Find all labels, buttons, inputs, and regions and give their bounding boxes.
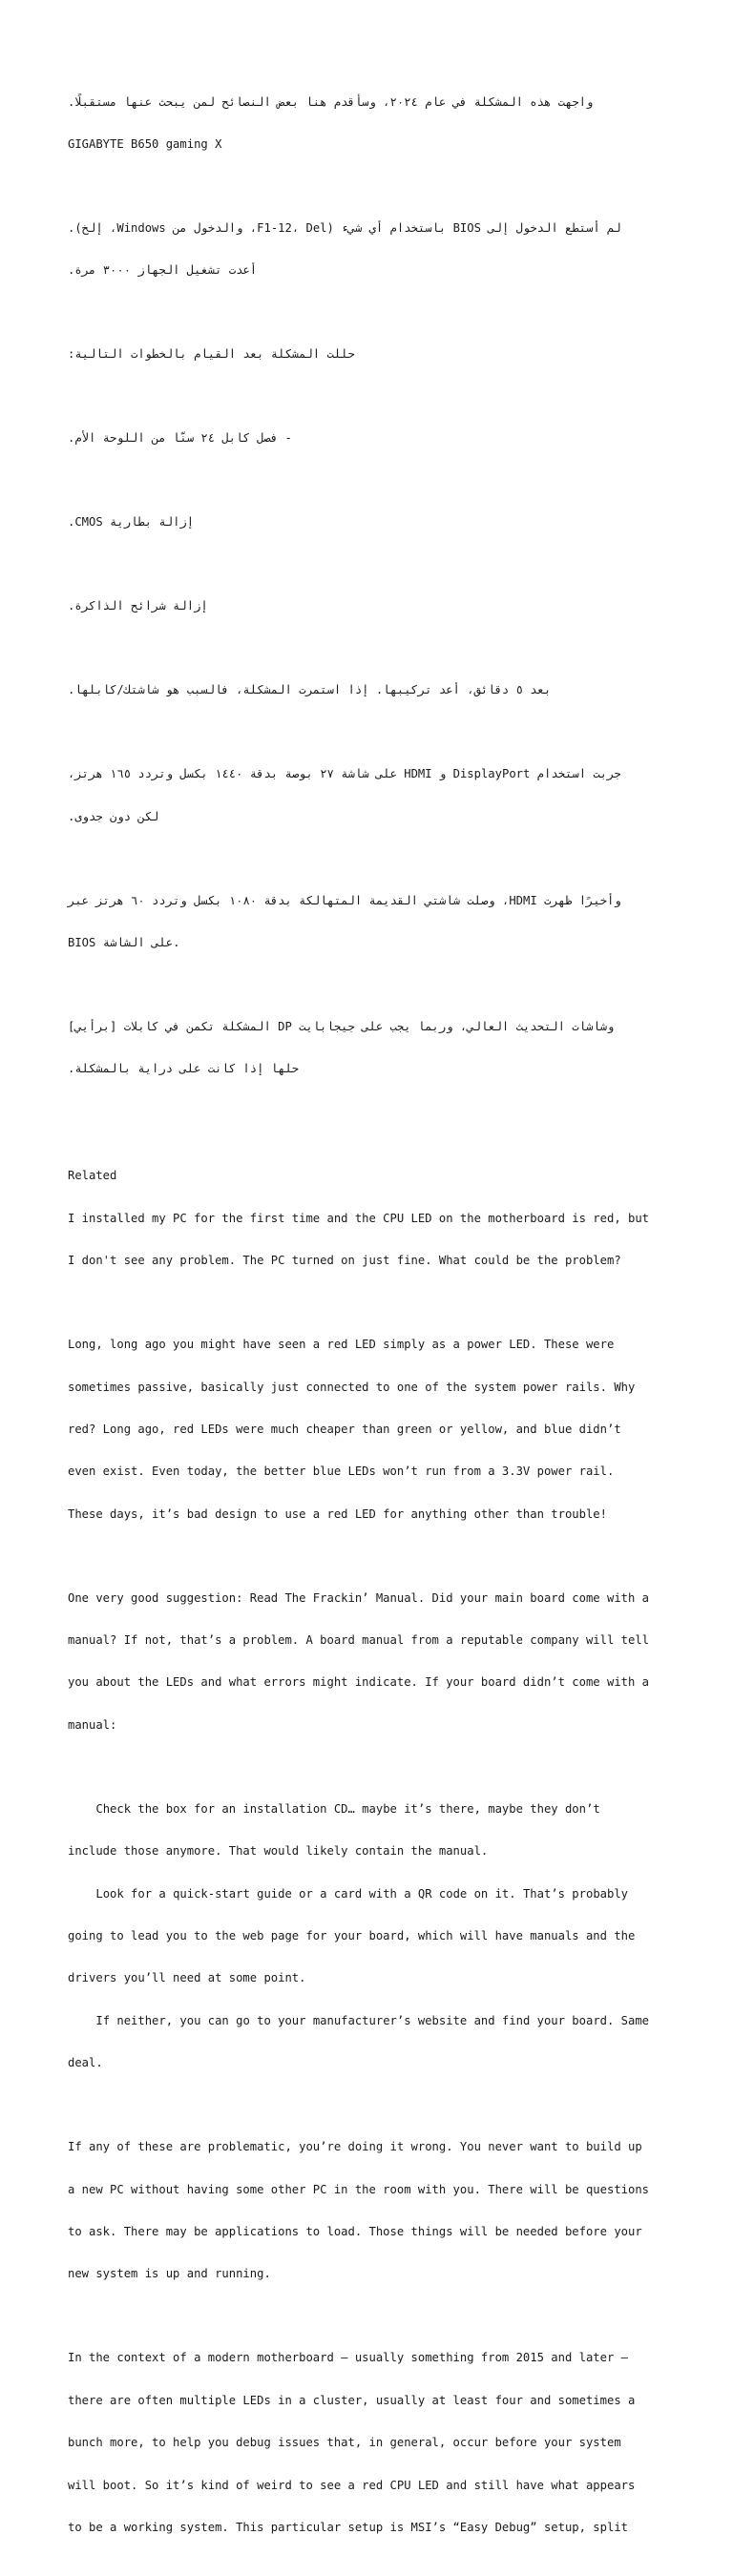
arabic-intro-paragraph (68, 67, 679, 179)
related-label: Related (68, 1169, 117, 1183)
text-line: وأخيرًا ظهرت HDMI، وصلت شاشتي القديمة المتهالكة بدقة ١٠٨٠ بكسل وتردد ٦٠ هرتز عبر (68, 893, 621, 907)
text-line: واجهت هذه المشكلة في عام ٢٠٢٤، وسأقدم هنا بعض النصائح لمن يبحث عنها مستقبلًا. (68, 94, 594, 109)
arabic-step-cmos (68, 488, 679, 558)
text-line: you about the LEDs and what errors might indicate. If your board didn’t come with a (68, 1675, 650, 1690)
list-item: drivers you’ll need at some point. (68, 1971, 306, 1985)
text-line: red? Long ago, red LEDs were much cheaper than green or yellow, and blue didn’t (68, 1422, 621, 1436)
text-line: I installed my PC for the first time and the CPU LED on the motherboard is red, but (68, 1211, 650, 1225)
answer-paragraph-modern-board (68, 2323, 679, 2564)
answer-paragraph-manual (68, 1563, 679, 1760)
related-question (68, 1141, 679, 1297)
text-line: manual? If not, that’s a problem. A board manual from a reputable company will tell (68, 1633, 650, 1648)
text-line: بعد ٥ دقائق، أعد تركيبها. إذا استمرت المشكلة، فالسبب هو شاشتك/كابلها. (68, 683, 552, 697)
arabic-bios-paragraph (68, 193, 679, 305)
text-line: حللت المشكلة بعد القيام بالخطوات التالية: (68, 347, 355, 362)
text-line: These days, it’s bad design to use a red LED for anything other than trouble! (68, 1506, 607, 1521)
arabic-finally-paragraph (68, 865, 679, 978)
arabic-steps-intro (68, 320, 679, 390)
arabic-step-cable (68, 404, 679, 474)
answer-paragraph-problematic (68, 2112, 679, 2310)
text-line: One very good suggestion: Read The Frackin’ Manual. Did your main board come with a (68, 1590, 650, 1605)
text-line: If any of these are problematic, you’re doing it wrong. You never want to build up (68, 2140, 642, 2154)
list-item: going to lead you to the web page for your board, which will have manuals and the (68, 1929, 636, 1943)
text-line: إزالة شرائح الذاكرة. (68, 599, 208, 613)
arabic-step-wait (68, 655, 679, 726)
answer-list (68, 1774, 679, 2098)
list-item: include those anymore. That would likely contain the manual. (68, 1844, 489, 1859)
text-line: BIOS على الشاشة. (68, 936, 180, 950)
text-line: لكن دون جدوى. (68, 809, 159, 823)
answer-paragraph-led-history (68, 1310, 679, 1550)
list-item: Check the box for an installation CD… maybe it’s there, maybe they don’t (68, 1801, 600, 1816)
arabic-step-memory (68, 571, 679, 642)
list-item: Look for a quick-start guide or a card with a QR code on it. That’s probably (68, 1886, 629, 1901)
list-item: deal. (68, 2056, 103, 2070)
text-line: new system is up and running. (68, 2267, 271, 2281)
arabic-conclusion-paragraph (68, 991, 679, 1104)
document-page (68, 67, 679, 2576)
text-line: لم أستطع الدخول إلى BIOS باستخدام أي شيء (F1-12، Del، والدخول من Windows، إلخ). (68, 220, 621, 235)
text-line: GIGABYTE B650 gaming X (68, 136, 222, 151)
text-line: to ask. There may be applications to load. Those things will be needed before your (68, 2224, 642, 2238)
text-line: manual: (68, 1717, 117, 1732)
list-item: If neither, you can go to your manufacturer’s website and find your board. Same (68, 2013, 650, 2027)
text-line: أعدت تشغيل الجهاز ٣٠٠٠ مرة. (68, 263, 258, 278)
arabic-display-paragraph (68, 739, 679, 852)
text-line: there are often multiple LEDs in a cluster, usually at least four and sometimes a (68, 2393, 636, 2407)
spacer (68, 1118, 679, 1141)
text-line: وشاشات التحديث العالي، وربما يجب على جيجابايت DP المشكلة تكمن في كابلات [برأيي] (68, 1020, 615, 1034)
text-line: جربت استخدام DisplayPort و HDMI على شاشة ٢٧ بوصة بدقة ١٤٤٠ بكسل وتردد ١٦٥ هرتز، (68, 767, 621, 781)
text-line: will boot. So it’s kind of weird to see a red CPU LED and still have what appears (68, 2478, 636, 2492)
text-line: a new PC without having some other PC in the room with you. There will be questions (68, 2182, 650, 2196)
text-line: Long, long ago you might have seen a red LED simply as a power LED. These were (68, 1338, 615, 1352)
text-line: I don't see any problem. The PC turned on just fine. What could be the problem? (68, 1254, 621, 1268)
text-line: - فصل كابل ٢٤ سنّا من اللوحة الأم. (68, 431, 292, 446)
text-line: إزالة بطارية CMOS. (68, 515, 195, 530)
text-line: bunch more, to help you debug issues that, in general, occur before your system (68, 2436, 621, 2450)
text-line: In the context of a modern motherboard — usually something from 2015 and later — (68, 2351, 628, 2365)
text-line: sometimes passive, basically just connected to one of the system power rails. Why (68, 1380, 636, 1394)
text-line: even exist. Even today, the better blue LEDs won’t run from a 3.3V power rail. (68, 1465, 615, 1479)
text-line: حلها إذا كانت على دراية بالمشكلة. (68, 1062, 300, 1076)
text-line: to be a working system. This particular setup is MSI’s “Easy Debug” setup, split (68, 2520, 628, 2534)
